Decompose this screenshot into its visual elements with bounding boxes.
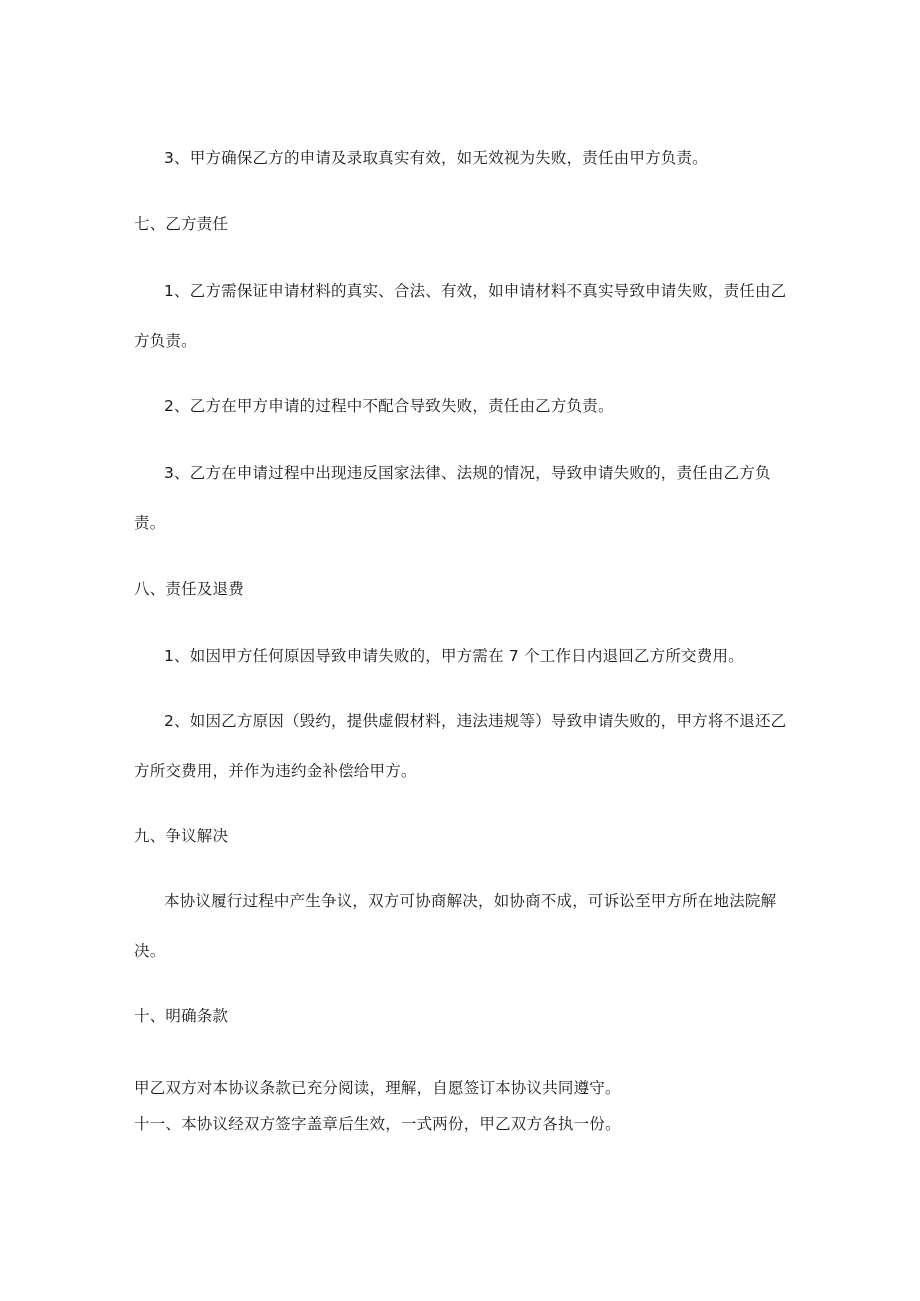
clause-6-item-3: 3、甲方确保乙方的申请及录取真实有效，如无效视为失败，责任由甲方负责。 — [164, 149, 708, 167]
section-8-heading: 八、责任及退费 — [134, 580, 244, 598]
clause-8-item-1: 1、如因甲方任何原因导致申请失败的，甲方需在 7 个工作日内退回乙方所交费用。 — [164, 647, 744, 665]
clause-7-item-3-line-2: 责。 — [134, 514, 166, 532]
clause-10-body: 甲乙双方对本协议条款已充分阅读，理解，自愿签订本协议共同遵守。 — [134, 1079, 621, 1097]
section-7-heading: 七、乙方责任 — [134, 215, 229, 233]
clause-7-item-1-line-2: 方负责。 — [134, 332, 197, 350]
clause-8-item-2-line-1: 2、如因乙方原因（毁约，提供虚假材料，违法违规等）导致申请失败的，甲方将不退还乙 — [164, 712, 787, 730]
clause-7-item-1-line-1: 1、乙方需保证申请材料的真实、合法、有效，如申请材料不真实导致申请失败，责任由乙 — [164, 282, 787, 300]
clause-9-body-line-2: 决。 — [134, 942, 166, 960]
clause-9-body-line-1: 本协议履行过程中产生争议，双方可协商解决，如协商不成，可诉讼至甲方所在地法院解 — [164, 892, 777, 910]
clause-8-item-2-line-2: 方所交费用，并作为违约金补偿给甲方。 — [134, 762, 417, 780]
clause-7-item-3-line-1: 3、乙方在申请过程中出现违反国家法律、法规的情况，导致申请失败的，责任由乙方负 — [164, 464, 771, 482]
clause-7-item-2: 2、乙方在甲方申请的过程中不配合导致失败，责任由乙方负责。 — [164, 397, 614, 415]
section-9-heading: 九、争议解决 — [134, 827, 229, 845]
section-10-heading: 十、明确条款 — [134, 1007, 229, 1025]
clause-11-body: 十一、本协议经双方签字盖章后生效，一式两份，甲乙双方各执一份。 — [134, 1115, 621, 1133]
